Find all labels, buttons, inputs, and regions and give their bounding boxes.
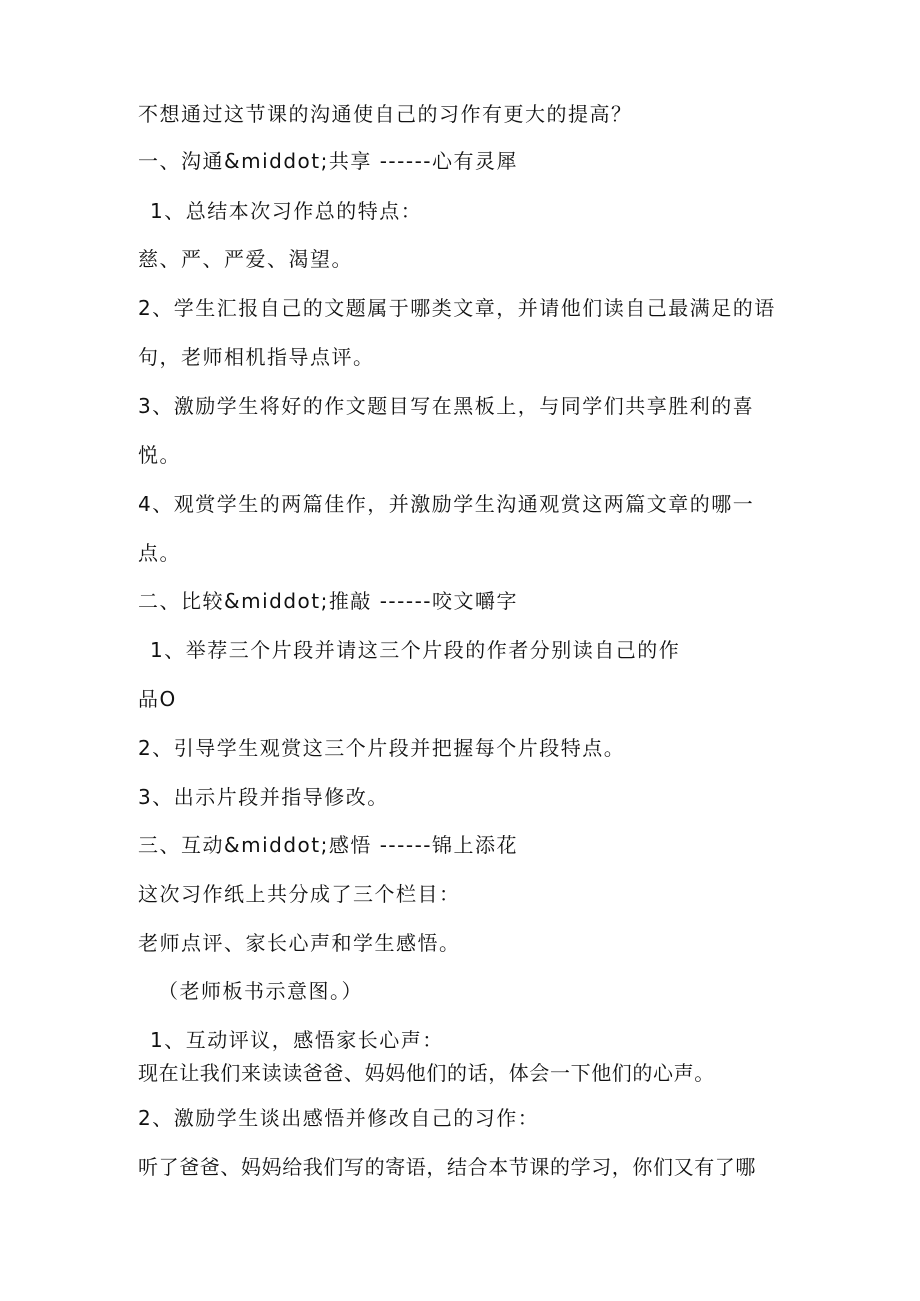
list-item-1-4-cont: 点。: [138, 541, 181, 565]
section-heading-3: 三、互动&middot;感悟 ------锦上添花: [138, 833, 518, 857]
list-item-1-3-cont: 悦。: [138, 443, 181, 467]
list-item-1-1: 1、总结本次习作总的特点：: [150, 199, 423, 223]
list-item-2-1: 1、举荐三个片段并请这三个片段的作者分别读自己的作: [150, 638, 681, 662]
list-item-3-1: 1、互动评议，感悟家长心声：: [150, 1028, 444, 1052]
text-line-column-names: 老师点评、家长心声和学生感悟。: [138, 931, 461, 955]
text-line-board-note: （老师板书示意图。）: [158, 979, 363, 1003]
list-item-3-2: 2、激励学生谈出感悟并修改自己的习作：: [138, 1106, 540, 1130]
list-item-2-1-cont: 品O: [138, 687, 177, 711]
section-heading-1: 一、沟通&middot;共享 ------心有灵犀: [138, 149, 518, 173]
list-item-2-3: 3、出示片段并指导修改。: [138, 785, 389, 809]
list-item-2-2: 2、引导学生观赏这三个片段并把握每个片段特点。: [138, 736, 626, 760]
text-line-columns: 这次习作纸上共分成了三个栏目：: [138, 882, 461, 906]
text-line-parents-words: 现在让我们来读读爸爸、妈妈他们的话，体会一下他们的心声。: [138, 1061, 715, 1085]
list-item-1-2-cont: 句，老师相机指导点评。: [138, 345, 375, 369]
text-line-traits: 慈、严、严爱、渴望。: [138, 247, 353, 271]
text-line-question: 不想通过这节课的沟通使自己的习作有更大的提高？: [138, 102, 633, 126]
list-item-1-2: 2、学生汇报自己的文题属于哪类文章，并请他们读自己最满足的语: [138, 296, 776, 320]
list-item-1-3: 3、激励学生将好的作文题目写在黑板上，与同学们共享胜利的喜: [138, 394, 755, 418]
list-item-1-4: 4、观赏学生的两篇佳作，并激励学生沟通观赏这两篇文章的哪一: [138, 492, 755, 516]
text-line-reflection: 听了爸爸、妈妈给我们写的寄语，结合本节课的学习，你们又有了哪: [138, 1155, 756, 1179]
section-heading-2: 二、比较&middot;推敲 ------咬文嚼字: [138, 589, 518, 613]
